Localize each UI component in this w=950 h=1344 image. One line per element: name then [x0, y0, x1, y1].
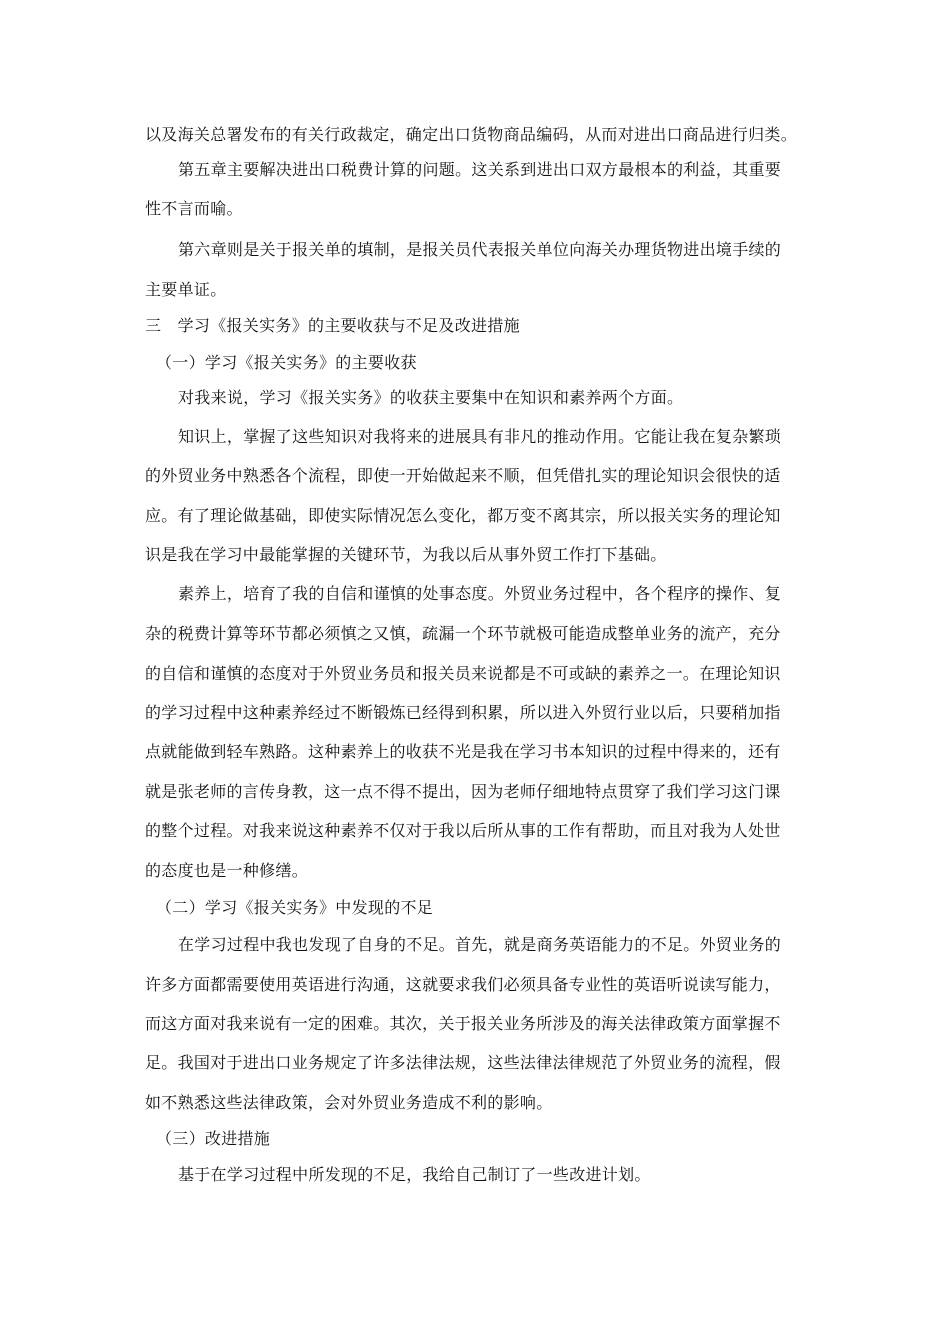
text-line: 杂的税费计算等环节都必须慎之又慎，疏漏一个环节就极可能造成整单业务的流产，充分 [145, 624, 781, 643]
text-line: 如不熟悉这些法律政策，会对外贸业务造成不利的影响。 [145, 1093, 553, 1112]
text-line: 就是张老师的言传身教，这一点不得不提出，因为老师仔细地特点贯穿了我们学习这门课 [145, 782, 781, 801]
text-line: 而这方面对我来说有一定的困难。其次，关于报关业务所涉及的海关法律政策方面掌握不 [145, 1014, 781, 1033]
text-line: 的外贸业务中熟悉各个流程，即使一开始做起来不顺，但凭借扎实的理论知识会很快的适 [145, 466, 781, 485]
text-line: 识是我在学习中最能掌握的关键环节，为我以后从事外贸工作打下基础。 [145, 545, 667, 564]
paragraph-first-line: 知识上，掌握了这些知识对我将来的进展具有非凡的推动作用。它能让我在复杂繁琐 [178, 427, 782, 446]
text-line: 的态度也是一种修缮。 [145, 861, 309, 880]
section-heading: 三 学习《报关实务》的主要收获与不足及改进措施 [145, 316, 520, 335]
paragraph-first-line: 基于在学习过程中所发现的不足，我给自己制订了一些改进计划。 [178, 1165, 651, 1184]
text-line: 应。有了理论做基础，即使实际情况怎么变化，都万变不离其宗，所以报关实务的理论知 [145, 506, 781, 525]
text-line: 性不言而喻。 [145, 199, 243, 218]
paragraph-first-line: 第六章则是关于报关单的填制，是报关员代表报关单位向海关办理货物进出境手续的 [178, 240, 782, 259]
paragraph-first-line: 在学习过程中我也发现了自身的不足。首先，就是商务英语能力的不足。外贸业务的 [178, 935, 782, 954]
text-line: 的整个过程。对我来说这种素养不仅对于我以后所从事的工作有帮助，而且对我为人处世 [145, 821, 781, 840]
paragraph-first-line: 对我来说，学习《报关实务》的收获主要集中在知识和素养两个方面。 [178, 388, 684, 407]
paragraph-first-line: 素养上，培育了我的自信和谨慎的处事态度。外贸业务过程中，各个程序的操作、复 [178, 584, 782, 603]
text-line: 以及海关总署发布的有关行政裁定，确定出口货物商品编码，从而对进出口商品进行归类。 [145, 125, 798, 144]
text-line: 的学习过程中这种素养经过不断锻炼已经得到积累，所以进入外贸行业以后，只要稍加指 [145, 703, 781, 722]
text-line: 点就能做到轻车熟路。这种素养上的收获不光是我在学习书本知识的过程中得来的，还有 [145, 742, 781, 761]
subsection-heading: （二）学习《报关实务》中发现的不足 [156, 898, 434, 917]
paragraph-first-line: 第五章主要解决进出口税费计算的问题。这关系到进出口双方最根本的利益，其重要 [178, 160, 782, 179]
text-line: 的自信和谨慎的态度对于外贸业务员和报关员来说都是不可或缺的素养之一。在理论知识 [145, 664, 781, 683]
text-line: 许多方面都需要使用英语进行沟通，这就要求我们必须具备专业性的英语听说读写能力， [145, 975, 781, 994]
text-line: 主要单证。 [145, 280, 227, 299]
subsection-heading: （一）学习《报关实务》的主要收获 [156, 353, 417, 372]
text-line: 足。我国对于进出口业务规定了许多法律法规，这些法律法律规范了外贸业务的流程，假 [145, 1053, 781, 1072]
subsection-heading: （三）改进措施 [156, 1129, 271, 1148]
